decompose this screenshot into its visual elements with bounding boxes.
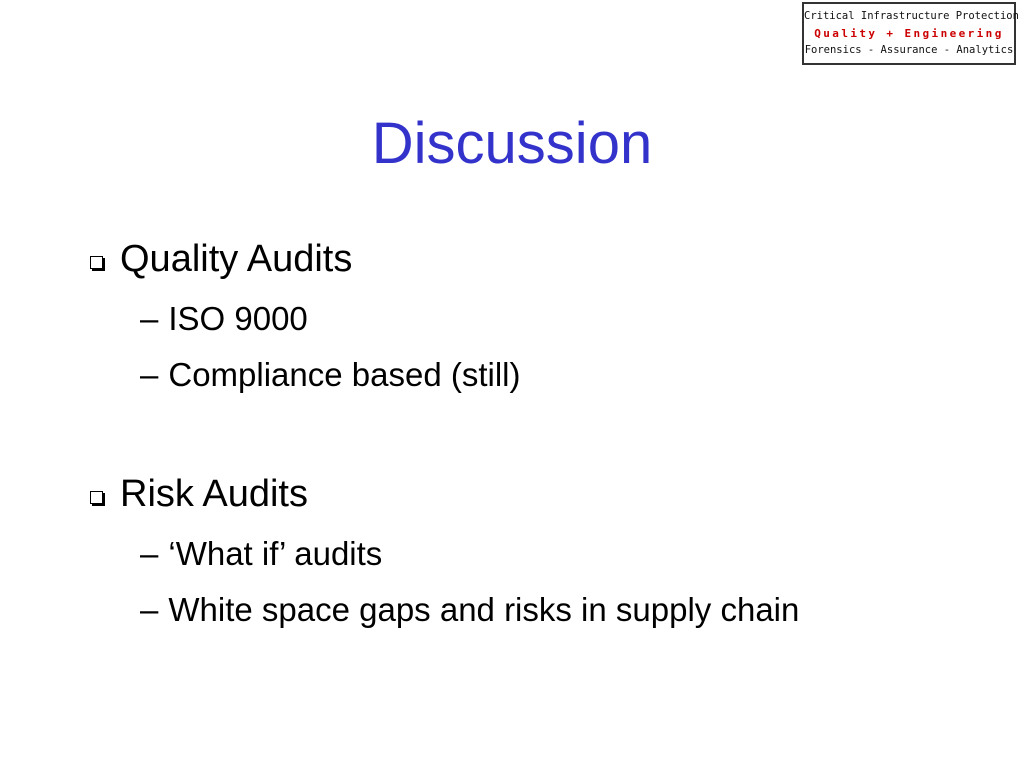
bullet-heading: Risk Audits bbox=[120, 473, 308, 515]
sub-bullet-text: Compliance based (still) bbox=[168, 356, 521, 393]
company-logo bbox=[802, 2, 1019, 65]
dash-marker: – bbox=[140, 591, 159, 628]
square-bullet-icon bbox=[90, 256, 103, 269]
logo-line-forensics: Forensics - Assurance - Analytics bbox=[804, 44, 1014, 56]
square-bullet-icon bbox=[90, 491, 103, 504]
logo-line-quality-engineering: Quality + Engineering bbox=[814, 27, 1004, 40]
dash-marker: – bbox=[140, 356, 159, 393]
logo-line-critical-infrastructure: Critical Infrastructure Protection bbox=[804, 10, 1019, 22]
bullet-heading: Quality Audits bbox=[120, 238, 353, 280]
dash-marker: – bbox=[140, 300, 159, 337]
sub-bullet-white-space-gaps bbox=[140, 589, 799, 631]
sub-bullet-text: White space gaps and risks in supply chain bbox=[168, 591, 800, 628]
bullet-quality-audits bbox=[90, 234, 352, 284]
bullet-risk-audits bbox=[90, 469, 308, 519]
sub-bullet-iso-9000 bbox=[140, 298, 308, 340]
slide-title: Discussion bbox=[371, 111, 653, 176]
sub-bullet-text: ‘What if’ audits bbox=[168, 535, 383, 572]
dash-marker: – bbox=[140, 535, 159, 572]
sub-bullet-compliance-based bbox=[140, 354, 521, 396]
sub-bullet-text: ISO 9000 bbox=[168, 300, 308, 337]
sub-bullet-what-if-audits bbox=[140, 533, 382, 575]
